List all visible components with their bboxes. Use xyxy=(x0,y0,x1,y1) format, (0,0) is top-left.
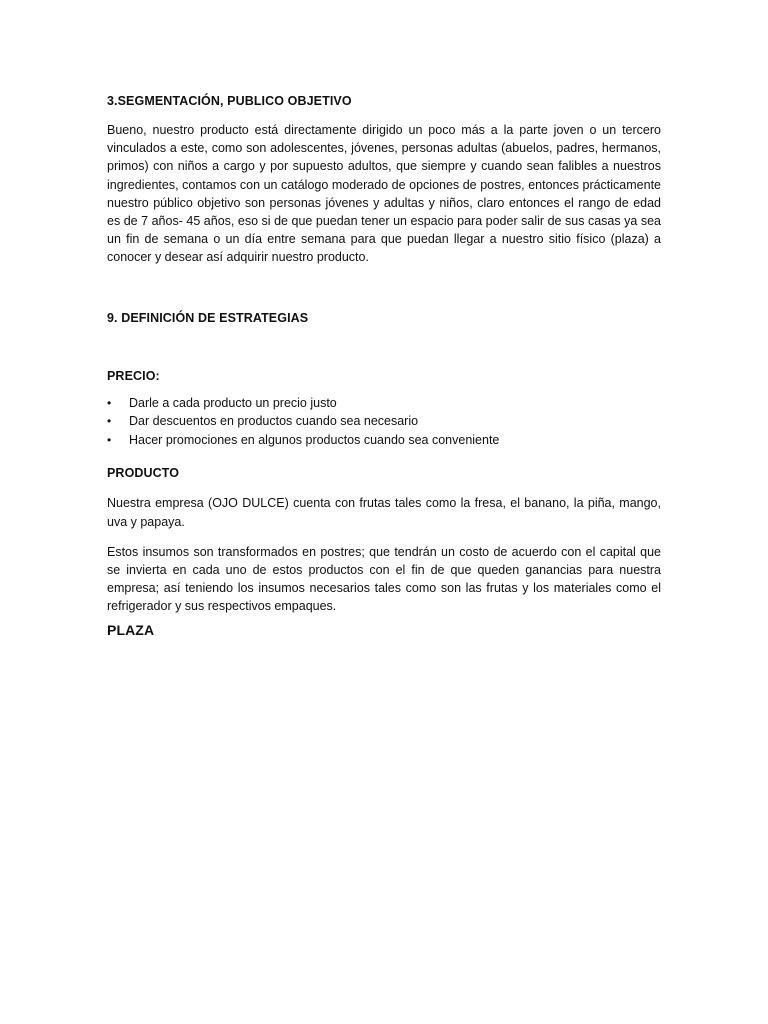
section-heading-precio: PRECIO: xyxy=(107,368,160,383)
section-heading-producto: PRODUCTO xyxy=(107,466,180,481)
list-item-text: Darle a cada producto un precio justo xyxy=(129,395,337,410)
producto-paragraph-2: Estos insumos son transformados en postres; que tendrán un costo de acuerdo con el capital que se invierta en cada uno de estos productos con el fin de que queden ganancias para nuestra empresa; así teniendo los insumos necesarios tales como son las frutas y los materiales como el refrigerador y sus respectivos empaques. xyxy=(107,544,661,614)
producto-paragraph-1: Nuestra empresa (OJO DULCE) cuenta con frutas tales como la fresa, el banano, la piña, mango, uva y papaya. xyxy=(107,496,661,529)
section-heading-plaza: PLAZA xyxy=(107,621,155,638)
segmentacion-paragraph: Bueno, nuestro producto está directamente dirigido un poco más a la parte joven o un tercero vinculados a este, como son adolescentes, jóvenes, personas adultas (abuelos, padres, hermanos, primos) con niños a cargo y por supuesto adultos, que siempre y cuando sean falibles a nuestros ingredientes, contamos con un catálogo moderado de opciones de postres, entonces prácticamente nuestro público objetivo son personas jóvenes y adultas y niños, claro entonces el rango de edad es de 7 años- 45 años, eso si de que puedan tener un espacio para poder salir de sus casas ya sea un fin de semana o un día entre semana para que puedan llegar a nuestro sitio físico (plaza) a conocer y desear así adquirir nuestro producto. xyxy=(107,123,661,265)
list-item xyxy=(107,394,661,413)
list-item xyxy=(107,412,661,431)
document-page xyxy=(107,94,661,638)
bullet-icon: • xyxy=(107,395,112,410)
bullet-icon: • xyxy=(107,432,112,447)
list-item-text: Hacer promociones en algunos productos cuando sea conveniente xyxy=(129,432,500,447)
list-item xyxy=(107,431,661,450)
section-heading-estrategias: 9. DEFINICIÓN DE ESTRATEGIAS xyxy=(107,310,309,325)
bullet-icon: • xyxy=(107,414,112,429)
section-heading-segmentacion: 3.SEGMENTACIÓN, PUBLICO OBJETIVO xyxy=(107,94,352,108)
precio-bullet-list xyxy=(107,394,661,450)
list-item-text: Dar descuentos en productos cuando sea necesario xyxy=(129,414,419,429)
